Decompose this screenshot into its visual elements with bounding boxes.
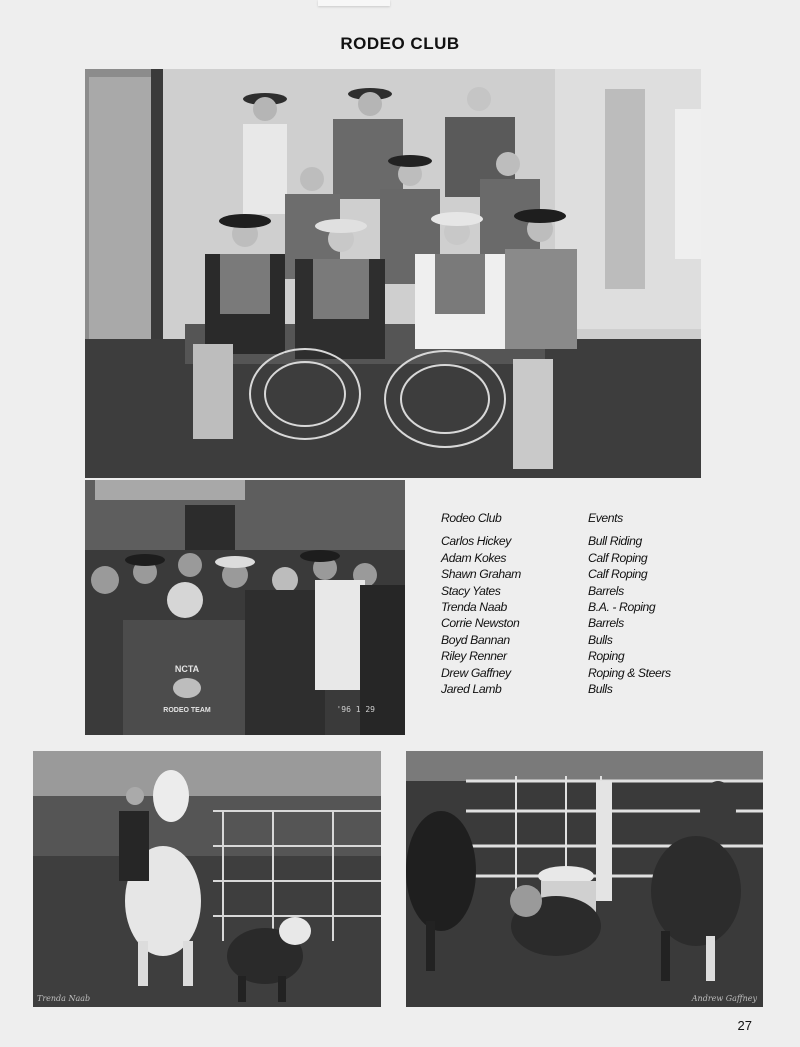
member-name: Stacy Yates (441, 583, 501, 598)
page-number: 27 (737, 1018, 752, 1033)
member-event: Roping & Steers (588, 665, 671, 680)
steer-wrestling-photo (406, 751, 763, 1007)
member-name: Adam Kokes (441, 550, 507, 565)
member-name: Shawn Graham (441, 567, 521, 582)
member-event: Barrels (588, 583, 624, 598)
member-event: Calf Roping (588, 550, 648, 565)
photo-signature: Trenda Naab (37, 994, 91, 1003)
member-event: B.A. - Roping (588, 600, 656, 615)
member-name: Riley Renner (441, 649, 507, 664)
jacket-text-top: NCTA (174, 664, 200, 674)
member-name: Corrie Newston (441, 616, 520, 631)
calf-roping-photo (33, 751, 381, 1007)
member-event: Calf Roping (588, 567, 648, 582)
member-name: Jared Lamb (441, 682, 502, 697)
member-event: Bulls (588, 682, 613, 697)
page-title: RODEO CLUB (340, 34, 460, 53)
roster-event-header: Events (588, 511, 623, 525)
crowd-photo (85, 480, 405, 735)
member-name: Boyd Bannan (441, 632, 510, 647)
member-name: Drew Gaffney (441, 665, 511, 680)
member-event: Barrels (588, 616, 624, 631)
jacket-text-bottom: RODEO TEAM (163, 707, 211, 714)
roster-events-column (588, 510, 708, 697)
photo-signature: Andrew Gaffney (691, 994, 757, 1003)
date-stamp: '96 1 29 (336, 705, 375, 714)
member-name: Trenda Naab (441, 600, 507, 615)
roster-name-header: Rodeo Club (441, 511, 502, 525)
member-event: Roping (588, 649, 625, 664)
roster-names-column (441, 510, 581, 697)
group-photo (85, 69, 701, 478)
member-name: Carlos Hickey (441, 534, 511, 549)
member-event: Bulls (588, 632, 613, 647)
tape-tab (318, 0, 390, 6)
member-event: Bull Riding (588, 534, 642, 549)
